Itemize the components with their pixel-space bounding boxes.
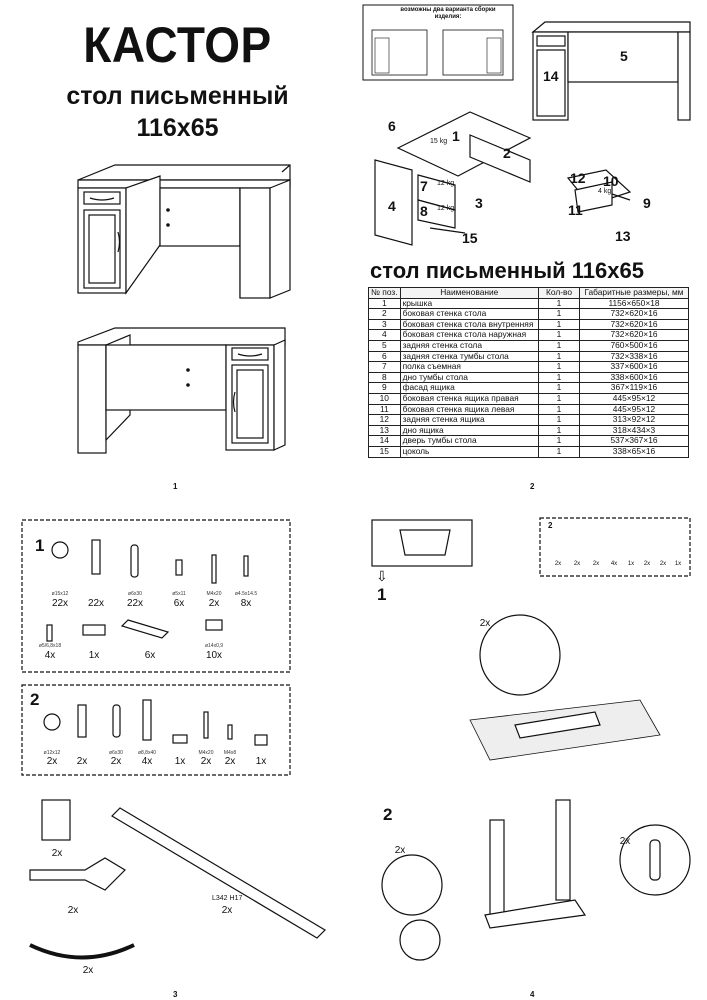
cell-dimensions: 338×600×16 [580, 372, 689, 383]
bag-2-label: 2 [30, 690, 40, 709]
hardware-spec: ø15x12 [51, 591, 69, 597]
cell-qty: 1 [539, 330, 580, 341]
cell-dimensions: 732×620×16 [580, 330, 689, 341]
cell-qty: 1 [539, 393, 580, 404]
weight-shelf-2: 12 kg [437, 205, 455, 212]
hardware-qty: 1x [88, 650, 100, 661]
weight-top: 15 kg [430, 138, 448, 145]
cell-position: 10 [369, 393, 401, 404]
step-1-qty: 2x [479, 618, 491, 629]
callout-11: 11 [568, 202, 583, 218]
bag-qty: 1x [674, 561, 682, 567]
hinge-parts [30, 800, 325, 958]
cell-position: 13 [369, 425, 401, 436]
cell-qty: 1 [539, 309, 580, 320]
hardware-spec: ø4.5x14.5 [234, 591, 258, 597]
cell-dimensions: 445×95×12 [580, 404, 689, 415]
cell-position: 1 [369, 298, 401, 309]
table-row [369, 415, 689, 426]
desk-illustration-right-pedestal [78, 328, 285, 453]
cell-dimensions: 337×600×16 [580, 362, 689, 373]
hardware-spec: M4x8 [223, 750, 237, 756]
step-2-label: 2 [383, 805, 393, 824]
hardware-qty: 2x [224, 756, 236, 767]
col-name: Наименование [400, 288, 538, 299]
page-title: КАСТОР [83, 17, 272, 73]
table-row [369, 309, 689, 320]
cell-dimensions: 338×65×16 [580, 446, 689, 457]
cell-qty: 1 [539, 446, 580, 457]
hardware-spec: M4x20 [206, 591, 222, 597]
hardware-qty: 2x [76, 756, 88, 767]
col-position: № поз. [369, 288, 401, 299]
cell-name: задняя стенка ящика [400, 415, 538, 426]
cell-name: дверь тумбы стола [400, 436, 538, 447]
cell-position: 7 [369, 362, 401, 373]
table-row [369, 446, 689, 457]
cell-position: 5 [369, 340, 401, 351]
hardware-spec: ø12x12 [43, 750, 61, 756]
hardware-qty: 22x [51, 598, 69, 609]
table-row [369, 330, 689, 341]
desk-illustration-left-pedestal [78, 165, 290, 298]
cell-name: цоколь [400, 446, 538, 457]
callout-1: 1 [452, 128, 460, 144]
hardware-spec: ø14x0,9 [204, 643, 224, 649]
cell-qty: 1 [539, 404, 580, 415]
bag-qty: 2x [643, 561, 651, 567]
callout-10: 10 [603, 173, 619, 189]
callout-4: 4 [388, 198, 396, 214]
hardware-qty: 6x [144, 650, 156, 661]
step-1-label: 1 [377, 585, 387, 604]
hardware-spec: M4x20 [198, 750, 214, 756]
step-2-qty-right: 2x [619, 836, 631, 847]
cell-name: задняя стенка стола [400, 340, 538, 351]
cell-qty: 1 [539, 383, 580, 394]
table-row [369, 404, 689, 415]
hardware-qty: 1x [255, 756, 267, 767]
cell-name: полка съемная [400, 362, 538, 373]
page-number-3: 3 [173, 990, 178, 999]
callout-15: 15 [462, 230, 478, 246]
callout-9: 9 [643, 195, 651, 211]
cell-qty: 1 [539, 351, 580, 362]
cell-qty: 1 [539, 415, 580, 426]
col-qty: Кол-во [539, 288, 580, 299]
hardware-qty: 4x [44, 650, 56, 661]
step-2-view [382, 800, 690, 960]
table-header-row [369, 288, 689, 299]
cell-position: 14 [369, 436, 401, 447]
cell-name: боковая стенка стола внутренняя [400, 319, 538, 330]
bag-qty: 4x [610, 561, 618, 567]
bag-qty: 1x [627, 561, 635, 567]
step-2-qty-left: 2x [394, 845, 406, 856]
callout-13: 13 [615, 228, 631, 244]
cell-dimensions: 732×620×16 [580, 319, 689, 330]
cell-name: боковая стенка стола [400, 309, 538, 320]
cell-qty: 1 [539, 436, 580, 447]
step-1-view [372, 518, 690, 760]
bag-qty: 2x [554, 561, 562, 567]
cell-name: крышка [400, 298, 538, 309]
cell-name: дно ящика [400, 425, 538, 436]
cell-dimensions: 313×92×12 [580, 415, 689, 426]
handle-qty: 2x [82, 965, 94, 976]
hardware-qty: 1x [174, 756, 186, 767]
cell-qty: 1 [539, 298, 580, 309]
callout-2: 2 [503, 145, 511, 161]
cell-position: 6 [369, 351, 401, 362]
cell-name: боковая стенка ящика левая [400, 404, 538, 415]
table-row [369, 425, 689, 436]
hardware-spec: ø5/6,8x18 [38, 643, 62, 649]
cell-qty: 1 [539, 319, 580, 330]
table-row [369, 362, 689, 373]
variant-note: возможны два варианта сборки изделия: [400, 7, 496, 20]
hardware-qty: 22x [126, 598, 144, 609]
hardware-qty: 2x [110, 756, 122, 767]
page-number-2: 2 [530, 482, 535, 491]
down-arrow-icon: ⇩ [376, 568, 388, 584]
table-row [369, 319, 689, 330]
cell-qty: 1 [539, 362, 580, 373]
cell-position: 4 [369, 330, 401, 341]
cell-position: 15 [369, 446, 401, 457]
cell-qty: 1 [539, 425, 580, 436]
table-row [369, 436, 689, 447]
hardware-qty: 4x [141, 756, 153, 767]
callout-6: 6 [388, 118, 396, 134]
cell-position: 9 [369, 383, 401, 394]
table-row [369, 383, 689, 394]
bag-1-label: 1 [35, 536, 45, 555]
parts-table-body [369, 298, 689, 457]
rail-qty: 2x [221, 905, 233, 916]
cell-dimensions: 732×620×16 [580, 309, 689, 320]
hinge-plate-qty: 2x [51, 848, 63, 859]
cell-name: задняя стенка тумбы стола [400, 351, 538, 362]
cell-dimensions: 537×367×16 [580, 436, 689, 447]
cell-position: 11 [369, 404, 401, 415]
hardware-spec: ø5x11 [172, 591, 186, 597]
cell-name: боковая стенка ящика правая [400, 393, 538, 404]
cell-dimensions: 732×338×16 [580, 351, 689, 362]
page-number-4: 4 [530, 990, 535, 999]
hinge-qty: 2x [67, 905, 79, 916]
cell-qty: 1 [539, 340, 580, 351]
cell-name: фасад ящика [400, 383, 538, 394]
cell-position: 8 [369, 372, 401, 383]
product-size: 116x65 [136, 114, 219, 142]
table-row [369, 372, 689, 383]
hardware-spec: ø6x30 [128, 591, 142, 597]
callout-8: 8 [420, 203, 428, 219]
rail-label: L342 H17 [212, 895, 243, 902]
bag-qty: 2x [659, 561, 667, 567]
hardware-spec: ø6x30 [109, 750, 123, 756]
hardware-qty: 22x [87, 598, 105, 609]
table-row [369, 351, 689, 362]
cell-dimensions: 318×434×3 [580, 425, 689, 436]
callout-12: 12 [570, 170, 586, 186]
weight-shelf-1: 12 kg [437, 180, 455, 187]
cell-dimensions: 760×500×16 [580, 340, 689, 351]
callout-3: 3 [475, 195, 483, 211]
hardware-spec: ø8,8x40 [137, 750, 157, 756]
cell-qty: 1 [539, 372, 580, 383]
callout-5: 5 [620, 48, 628, 64]
hardware-qty: 8x [240, 598, 252, 609]
hardware-qty: 10x [205, 650, 223, 661]
hardware-qty: 2x [208, 598, 220, 609]
cell-position: 2 [369, 309, 401, 320]
table-row [369, 340, 689, 351]
page4-bag-label: 2 [548, 521, 553, 530]
cell-position: 3 [369, 319, 401, 330]
parts-table-title: стол письменный 116x65 [370, 258, 644, 283]
cell-dimensions: 1156×650×18 [580, 298, 689, 309]
bag-qty: 2x [573, 561, 581, 567]
cell-dimensions: 445×95×12 [580, 393, 689, 404]
product-subtitle: стол письменный [66, 82, 289, 110]
hardware-qty: 2x [200, 756, 212, 767]
page-number-1: 1 [173, 482, 178, 491]
cell-name: боковая стенка стола наружная [400, 330, 538, 341]
col-dimensions: Габаритные размеры, мм [580, 288, 689, 299]
weight-drawer: 4 kg [598, 188, 612, 195]
callout-7: 7 [420, 178, 428, 194]
callout-14: 14 [543, 68, 559, 84]
bag-qty: 2x [592, 561, 600, 567]
table-row [369, 298, 689, 309]
parts-table [368, 287, 689, 458]
cell-name: дно тумбы стола [400, 372, 538, 383]
cell-dimensions: 367×119×16 [580, 383, 689, 394]
hardware-qty: 2x [46, 756, 58, 767]
table-row [369, 393, 689, 404]
cell-position: 12 [369, 415, 401, 426]
hardware-qty: 6x [173, 598, 185, 609]
